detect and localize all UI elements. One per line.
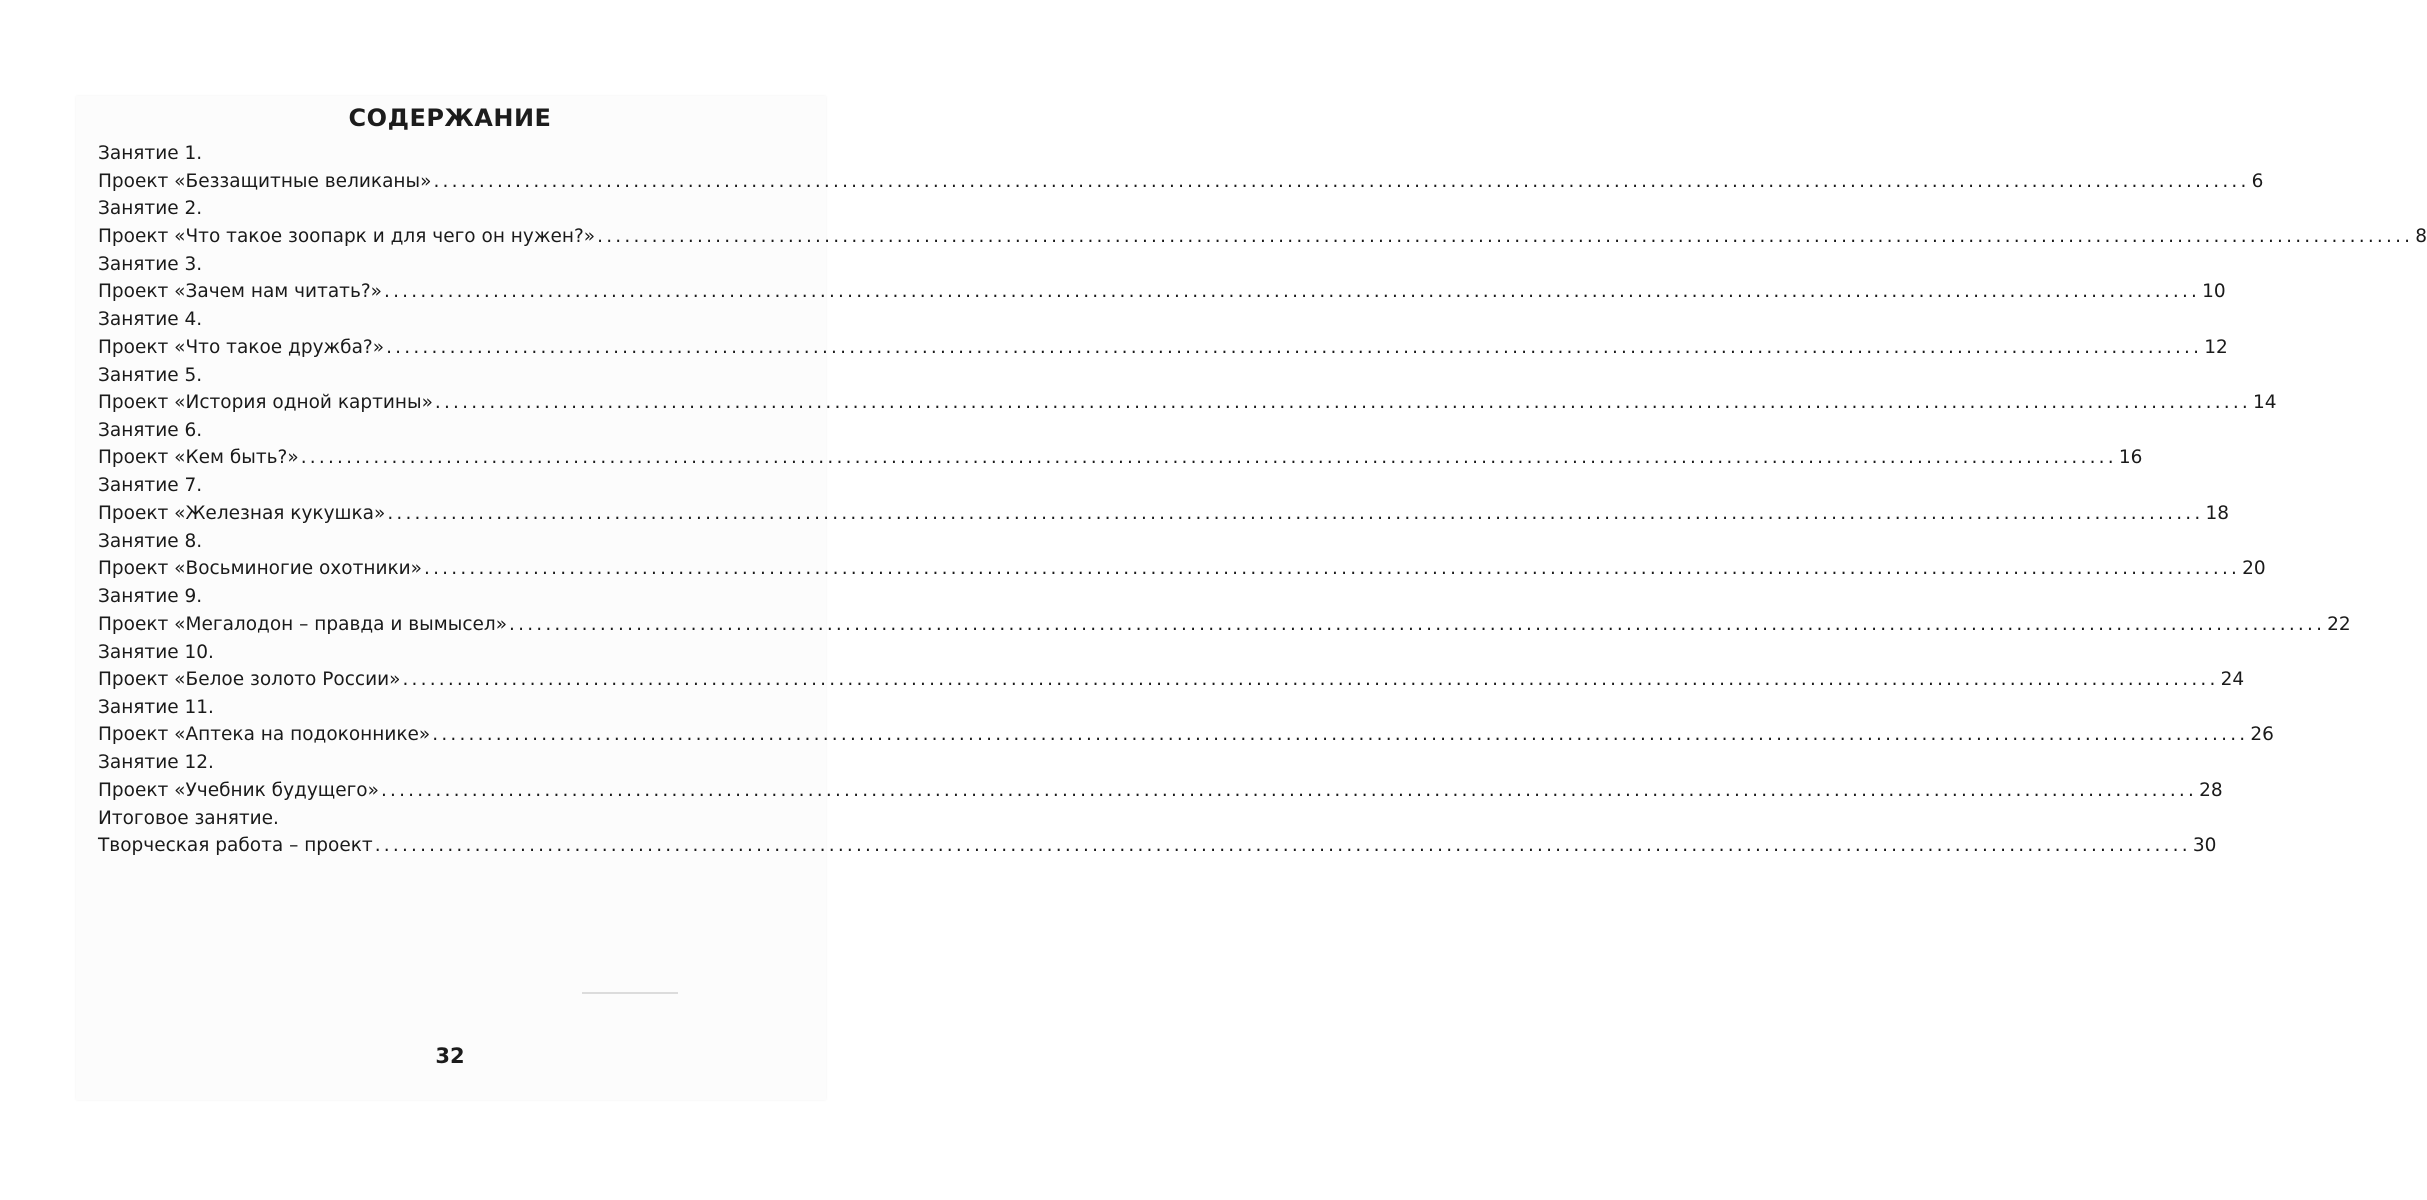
- lesson-label: Занятие 6.: [98, 419, 203, 441]
- project-title: Проект «Железная кукушка»: [98, 502, 386, 524]
- project-title: Проект «Что такое дружба?»: [98, 336, 385, 358]
- lesson-label: Занятие 12.: [98, 752, 214, 774]
- lesson-label: Занятие 7.: [98, 475, 203, 497]
- toc-entry-11: [98, 694, 2274, 749]
- lesson-label: Занятие 4.: [98, 309, 203, 331]
- page-ref: 12: [2204, 336, 2228, 358]
- project-row: [98, 666, 2245, 694]
- toc-entry-9: [98, 583, 2351, 638]
- toc-entry-final: [98, 805, 2217, 860]
- page-ref: 22: [2327, 613, 2351, 635]
- page-ref: 18: [2205, 502, 2229, 524]
- toc-entry-10: [98, 639, 2245, 694]
- lesson-label: Занятие 10.: [98, 641, 214, 663]
- lesson-label: Занятие 5.: [98, 364, 203, 386]
- project-title: Проект «Мегалодон – правда и вымысел»: [98, 613, 508, 635]
- dot-leader: ........................................................................................................................................................................................................: [384, 281, 2201, 303]
- dot-leader: ........................................................................................................................................................................................................: [386, 336, 2203, 358]
- project-title: Проект «Беззащитные великаны»: [98, 170, 432, 192]
- scan-artifact-line: [582, 992, 678, 994]
- dot-leader: ........................................................................................................................................................................................................: [432, 724, 2249, 746]
- project-row: [98, 389, 2277, 417]
- project-row: [98, 721, 2274, 749]
- dot-leader: ........................................................................................................................................................................................................: [433, 170, 2250, 192]
- toc-title: СОДЕРЖАНИЕ: [348, 104, 552, 132]
- lesson-label: Занятие 3.: [98, 253, 203, 275]
- project-title: Творческая работа – проект: [98, 835, 373, 857]
- project-title: Проект «Что такое зоопарк и для чего он нужен?»: [98, 225, 596, 247]
- page-ref: 26: [2250, 724, 2274, 746]
- project-row: [98, 278, 2226, 306]
- project-row: [98, 444, 2143, 472]
- dot-leader: ........................................................................................................................................................................................................: [424, 558, 2241, 580]
- page-number: 32: [435, 1044, 465, 1068]
- project-row: [98, 611, 2351, 639]
- lesson-label: Занятие 11.: [98, 696, 214, 718]
- project-row: [98, 223, 2427, 251]
- page-ref: 8: [2415, 225, 2427, 247]
- page-ref: 24: [2220, 669, 2245, 691]
- project-row: [98, 500, 2229, 528]
- page-ref: 30: [2192, 835, 2217, 857]
- page-ref: 16: [2118, 447, 2143, 469]
- lesson-label: Занятие 8.: [98, 530, 203, 552]
- lesson-label: Занятие 1.: [98, 143, 203, 164]
- project-title: Проект «Кем быть?»: [98, 447, 299, 469]
- toc-entry-1: [98, 140, 2264, 195]
- project-row: [98, 168, 2264, 196]
- page-ref: 10: [2202, 281, 2226, 303]
- toc-entry-5: [98, 362, 2277, 417]
- dot-leader: ........................................................................................................................................................................................................: [380, 779, 2198, 801]
- toc-entry-12: [98, 749, 2223, 804]
- page-ref: 28: [2199, 779, 2223, 801]
- project-title: Проект «Аптека на подоконнике»: [98, 724, 431, 746]
- project-title: Проект «История одной картины»: [98, 392, 433, 414]
- project-row: [98, 832, 2217, 860]
- project-title: Проект «Белое золото России»: [98, 669, 401, 691]
- project-title: Проект «Восьминогие охотники»: [98, 558, 422, 580]
- toc-entry-6: [98, 417, 2143, 472]
- page-ref: 20: [2242, 558, 2266, 580]
- project-row: [98, 334, 2228, 362]
- dot-leader: ........................................................................................................................................................................................................: [387, 502, 2204, 524]
- lesson-label: Занятие 2.: [98, 198, 203, 220]
- lesson-label: Итоговое занятие.: [98, 807, 279, 829]
- dot-leader: ........................................................................................................................................................................................................: [300, 447, 2117, 469]
- table-of-contents: [98, 140, 2427, 860]
- toc-entry-8: [98, 528, 2266, 583]
- lesson-label: Занятие 9.: [98, 586, 203, 608]
- toc-entry-2: [98, 195, 2427, 250]
- project-row: [98, 777, 2223, 805]
- project-title: Проект «Учебник будущего»: [98, 779, 379, 801]
- toc-entry-7: [98, 472, 2229, 527]
- project-title: Проект «Зачем нам читать?»: [98, 281, 383, 303]
- dot-leader: ........................................................................................................................................................................................................: [374, 835, 2191, 857]
- toc-entry-3: [98, 251, 2226, 306]
- dot-leader: ........................................................................................................................................................................................................: [402, 669, 2219, 691]
- project-row: [98, 555, 2266, 583]
- dot-leader: ........................................................................................................................................................................................................: [434, 392, 2252, 414]
- page-ref: 6: [2251, 170, 2264, 192]
- page-ref: 14: [2253, 392, 2277, 414]
- dot-leader: ........................................................................................................................................................................................................: [509, 613, 2326, 635]
- dot-leader: ........................................................................................................................................................................................................: [597, 225, 2414, 247]
- toc-entry-4: [98, 306, 2228, 361]
